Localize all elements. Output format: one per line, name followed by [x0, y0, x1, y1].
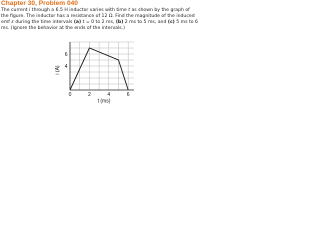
part-c-range: 5 ms to 6 ms. (Ignore the behavior at the ends of the intervals.) [1, 19, 198, 31]
problem-text-part: during the time intervals [13, 19, 74, 25]
problem-title: Chapter 30, Problem 040 [1, 0, 78, 7]
x-tick-label: 6 [126, 92, 130, 98]
current-vs-time-graph [52, 36, 140, 104]
chart-grid [70, 42, 134, 90]
part-a-label: (a) [73, 19, 82, 25]
part-c-label: (c) [167, 19, 175, 25]
part-b-label: (b) [115, 19, 124, 25]
problem-text [1, 8, 198, 32]
y-tick-label: 6 [64, 51, 68, 58]
problem-text-part: through a 6.5 H inductor varies with time [30, 8, 129, 13]
chart-tick-labels [65, 52, 130, 98]
problem-text-part: The current [1, 8, 30, 13]
problem-text-part: as shown by the graph of the figure. The inductor has a resistance of 12 Ω. Find the magnitude of the induced emf [1, 8, 195, 25]
y-axis-label: i (A) [55, 65, 61, 75]
x-tick-label: 2 [88, 92, 91, 98]
y-tick-label: 4 [64, 63, 68, 70]
x-tick-label: 0 [68, 92, 72, 98]
x-axis-label: t (ms) [97, 98, 111, 105]
x-tick-label: 4 [107, 92, 111, 98]
time-variable: t [128, 8, 130, 13]
part-a-range: t = 0 to 2 ms, [81, 19, 116, 25]
emf-variable: ε [11, 19, 14, 25]
part-b-range: 2 ms to 5 ms, and [123, 19, 168, 25]
current-variable: i [29, 8, 31, 13]
